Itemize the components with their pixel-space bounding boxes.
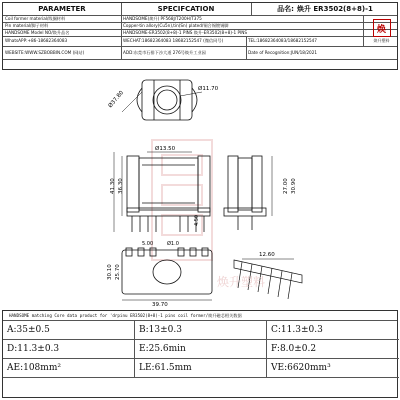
product-name-value: 焕升 ER3502(8+8)-1 [296,4,373,13]
parameter-heading: PARAMETER [38,4,86,13]
logo-icon: 焕 [373,19,391,37]
core-cell-ve: VE:6620mm³ [267,359,399,378]
header-table [2,2,398,70]
dim-pin-row: 12.60 [259,252,275,258]
spec-heading: SPECIFCATION [157,4,215,13]
address-text: ADD:东莞市石排下沙大道 276号焕升工业园 [123,49,206,55]
watermark-text: 焕升塑料 [217,275,266,289]
dim-outer-diameter: Ø37.80 [107,89,126,110]
tel-text: TEL:18682364083/18682152547 [248,38,317,44]
core-data-heading: HANDSOME matching Core data product for 'drpinu ER3502(8+8)-1 pins coil former/焕升磁芯相关数据 [3,311,397,321]
core-empty-row [3,378,399,397]
core-cell-ae: AE:108mm² [3,359,135,378]
bottom-view [122,248,212,294]
dim-pin-length: 4.50 [194,214,200,226]
product-name [251,3,399,15]
dim-base-width: 39.70 [152,302,168,308]
core-data-grid [3,321,397,398]
dim-pin-pitch: 5.00 [142,241,154,247]
model-row [3,30,397,37]
core-cell-a: A:35±0.5 [3,321,135,340]
dim-body-height: 36.30 [118,178,124,194]
pin-material-label: Pin material/脚子材料 [5,23,49,28]
technical-drawing [2,70,398,310]
pin-material-row [3,23,397,30]
date-text: Date of Recognition:JUN/18/2021 [248,49,318,55]
dim-inner-diameter: Ø11.70 [198,86,219,92]
dim-bottom-width-2: 25.70 [115,264,121,280]
contact-row [3,37,397,47]
address-row [3,47,397,60]
core-cell-b: B:13±0.3 [135,321,267,340]
dim-side-height-1: 27.00 [283,178,289,194]
coil-former-row [3,16,397,23]
dim-pin-diameter: Ø1.0 [167,241,179,247]
core-cell-f: F:8.0±0.2 [267,340,399,359]
model-value: HANDSOME-ER3502(8+8)-1 PINS 焕升-ER3502(8+8)-1 PINS [123,30,248,35]
dim-total-height: 41.30 [110,178,116,194]
coil-former-value: HANDSOME(焕升) PF568J/T200H/T375 [123,16,202,21]
dim-hole-diameter: Ø13.50 [155,146,176,152]
top-view [137,80,197,120]
product-name-label: 品名: [277,4,294,13]
dim-side-height-2: 30.90 [291,178,297,194]
core-cell-le: LE:61.5mm [135,359,267,378]
core-cell-d: D:11.3±0.3 [3,340,135,359]
pin-material-value: Copper-tin allory(Cu5n),tin(Sn) plated/铜合锡镀锡脚 [123,23,229,28]
brand-logo [363,16,399,47]
side-view [224,156,266,230]
core-data-table [2,310,398,398]
header-title-row [3,3,397,16]
wechat-text: WECHAT:18682364083 18682152547 (微信同号) [123,38,224,44]
bobbin-drawing-svg [2,70,398,310]
core-cell-c: C:11.3±0.3 [267,321,399,340]
whatsapp-text: WhatsAPP:+86-18682364083 [5,38,68,44]
model-label: HANDSOME Model NO/焕升品名 [5,30,70,35]
logo-text: 焕升塑料 [373,38,390,43]
core-cell-e: E:25.6min [135,340,267,359]
dim-bottom-width-1: 30.10 [107,264,113,280]
coil-former-label: Coil former material/线圈材料 [5,16,66,21]
website-text: WEBSITE:WWW.SZBOBBIN.COM (网站) [5,49,85,55]
